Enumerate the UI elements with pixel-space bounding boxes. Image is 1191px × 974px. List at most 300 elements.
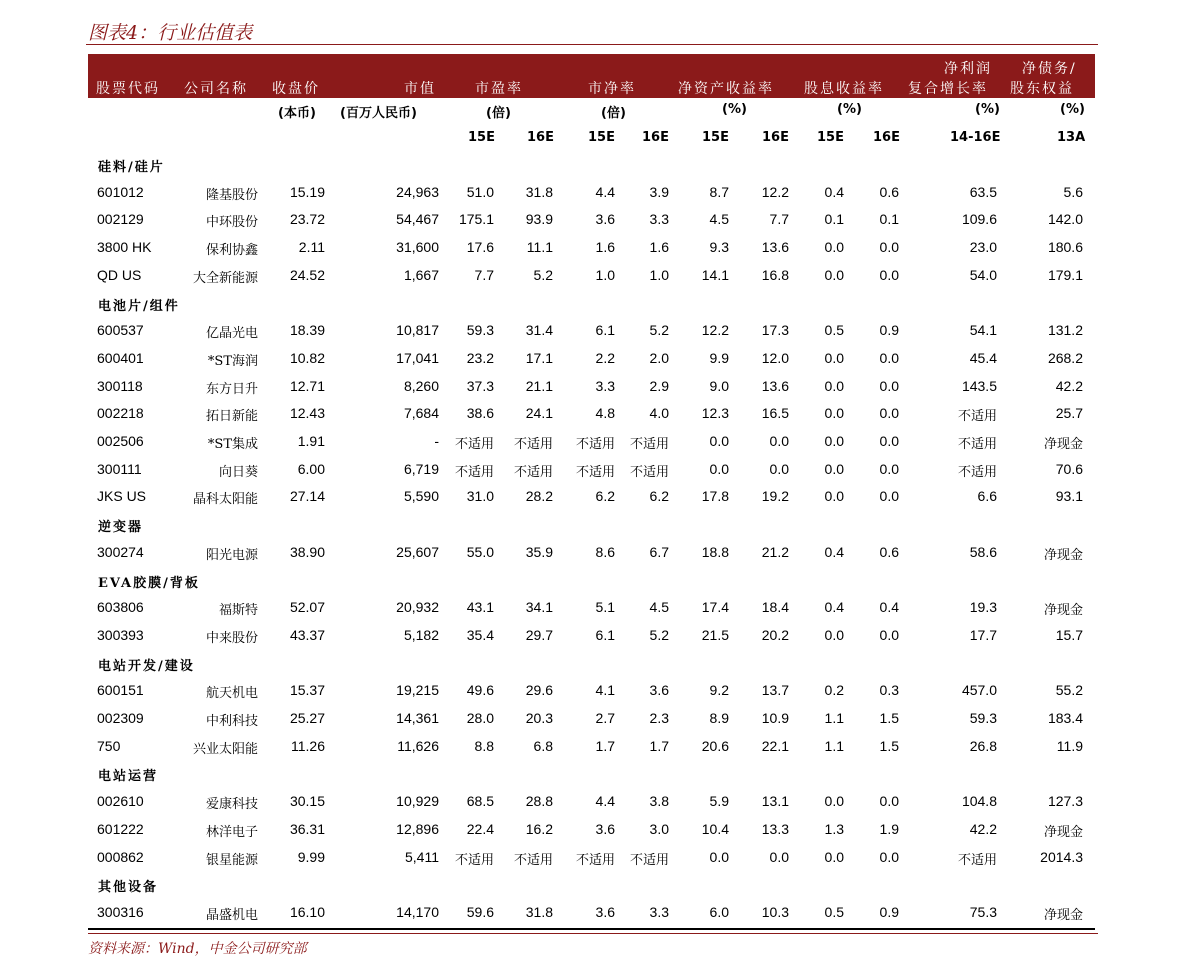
- table-row: [0, 623, 1191, 650]
- table-row: [0, 429, 1191, 456]
- header-div: 股息收益率: [804, 81, 884, 97]
- cell-roe-16e: 16.5: [761, 405, 789, 422]
- cell-roe-16e: 0.0: [769, 433, 789, 449]
- cell-cagr: 54.1: [969, 322, 997, 339]
- header-code: 股票代码: [96, 81, 160, 97]
- cell-debt: 15.7: [1055, 626, 1083, 643]
- cell-pe-15e: 55.0: [466, 543, 494, 560]
- cell-mktcap: -: [434, 433, 439, 449]
- cell-price: 15.19: [289, 183, 325, 200]
- cell-pb-16e: 2.3: [649, 710, 669, 726]
- cell-roe-16e: 19.2: [761, 488, 789, 505]
- cell-name: 银星能源: [205, 852, 258, 868]
- cell-cagr: 58.6: [969, 543, 997, 560]
- cell-div-15e: 1.1: [824, 710, 844, 726]
- cell-code: QD US: [97, 266, 142, 283]
- year-debt: 13A: [1057, 130, 1086, 145]
- cell-name: 向日葵: [218, 464, 258, 480]
- cell-price: 15.37: [289, 682, 325, 699]
- cell-code: 601222: [97, 820, 144, 837]
- cell-pe-15e: 不适用: [454, 464, 494, 480]
- cell-pe-16e: 29.6: [525, 682, 553, 699]
- cell-pe-15e: 22.4: [466, 820, 494, 837]
- section-label: 逆变器: [98, 520, 144, 536]
- header-cagr-line2: 复合增长率: [908, 81, 988, 97]
- cell-pe-15e: 不适用: [454, 852, 494, 868]
- cell-price: 36.31: [289, 820, 325, 837]
- cell-pb-15e: 4.1: [595, 682, 615, 699]
- cell-cagr: 45.4: [969, 349, 997, 366]
- cell-pe-15e: 31.0: [466, 488, 494, 505]
- cell-roe-16e: 10.9: [761, 710, 789, 726]
- cell-debt: 55.2: [1055, 682, 1083, 699]
- cell-div-16e: 0.0: [879, 848, 899, 865]
- cell-pe-16e: 11.1: [526, 239, 553, 256]
- cell-pb-16e: 4.0: [649, 405, 669, 422]
- cell-pe-16e: 不适用: [513, 852, 553, 868]
- cell-mktcap: 5,182: [403, 626, 439, 643]
- cell-div-15e: 0.0: [824, 488, 844, 505]
- cell-price: 18.39: [289, 322, 325, 339]
- cell-div-15e: 0.0: [824, 793, 844, 810]
- cell-code: 750: [97, 737, 121, 754]
- cell-pb-16e: 不适用: [629, 464, 669, 480]
- section-label: EVA胶膜/背板: [98, 575, 200, 591]
- cell-pe-15e: 37.3: [466, 377, 494, 394]
- cell-pb-16e: 3.9: [649, 183, 669, 200]
- table-row: [0, 678, 1191, 705]
- cell-div-16e: 0.0: [879, 266, 899, 283]
- cell-roe-16e: 20.2: [761, 626, 789, 643]
- header-pe: 市盈率: [475, 81, 523, 97]
- cell-div-16e: 0.6: [879, 543, 899, 560]
- unit-roe: (%): [722, 102, 747, 117]
- cell-price: 25.27: [289, 710, 325, 726]
- cell-roe-16e: 13.7: [761, 682, 789, 699]
- title-rule: [86, 44, 1098, 45]
- table-bottom-rule: [88, 928, 1095, 930]
- cell-div-15e: 0.4: [824, 543, 844, 560]
- cell-pb-15e: 1.0: [595, 266, 615, 283]
- cell-pe-16e: 5.2: [533, 266, 553, 283]
- cell-div-15e: 0.0: [824, 377, 844, 394]
- cell-pb-15e: 8.6: [595, 543, 615, 560]
- cell-code: 600151: [97, 682, 144, 699]
- cell-debt: 180.6: [1047, 239, 1083, 256]
- cell-roe-15e: 5.9: [709, 793, 729, 810]
- section-label: 电池片/组件: [98, 298, 180, 314]
- cell-roe-15e: 18.8: [701, 543, 729, 560]
- cell-pb-16e: 1.6: [649, 239, 669, 256]
- cell-roe-16e: 10.3: [761, 903, 789, 920]
- cell-cagr: 42.2: [969, 820, 997, 837]
- header-debt-line1: 净债务/: [1022, 61, 1077, 77]
- cell-div-15e: 0.0: [824, 626, 844, 643]
- section-label: 电站开发/建设: [98, 658, 195, 674]
- cell-mktcap: 6,719: [403, 460, 439, 477]
- cell-roe-16e: 0.0: [769, 848, 789, 865]
- cell-roe-16e: 13.6: [761, 239, 789, 256]
- header-name: 公司名称: [184, 81, 248, 97]
- cell-roe-15e: 14.1: [701, 266, 729, 283]
- cell-price: 16.10: [289, 903, 325, 920]
- cell-pe-16e: 20.3: [525, 710, 553, 726]
- cell-roe-15e: 17.8: [701, 488, 729, 505]
- table-row: [0, 817, 1191, 844]
- section-row: [0, 761, 1191, 788]
- cell-code: 002218: [97, 405, 144, 422]
- cell-pe-16e: 34.1: [525, 599, 553, 616]
- cell-price: 27.14: [289, 488, 325, 505]
- cell-cagr: 457.0: [961, 682, 997, 699]
- cell-name: *ST集成: [207, 437, 258, 452]
- cell-div-15e: 0.0: [824, 266, 844, 283]
- section-row: [0, 651, 1191, 678]
- unit-debt: (%): [1060, 102, 1085, 117]
- cell-pe-16e: 93.9: [525, 211, 553, 228]
- cell-div-15e: 0.0: [824, 460, 844, 477]
- cell-roe-15e: 6.0: [709, 903, 729, 920]
- cell-roe-16e: 0.0: [769, 460, 789, 477]
- cell-mktcap: 10,817: [396, 322, 439, 339]
- cell-pe-15e: 7.7: [474, 266, 494, 283]
- cell-cagr: 不适用: [957, 409, 997, 425]
- cell-roe-15e: 9.0: [709, 377, 729, 394]
- cell-roe-16e: 18.4: [761, 599, 789, 616]
- cell-mktcap: 14,170: [396, 903, 439, 920]
- cell-roe-15e: 9.3: [709, 239, 729, 256]
- cell-pb-16e: 不适用: [629, 852, 669, 868]
- cell-div-15e: 0.4: [824, 183, 844, 200]
- cell-cagr: 19.3: [969, 599, 997, 616]
- cell-price: 6.00: [297, 460, 325, 477]
- cell-div-16e: 0.4: [879, 599, 899, 616]
- cell-div-16e: 0.0: [879, 239, 899, 256]
- table-row: [0, 540, 1191, 567]
- section-row: [0, 291, 1191, 318]
- cell-mktcap: 10,929: [396, 793, 439, 810]
- cell-pb-15e: 6.1: [595, 322, 615, 339]
- cell-roe-15e: 17.4: [701, 599, 729, 616]
- cell-mktcap: 1,667: [403, 266, 439, 283]
- cell-mktcap: 17,041: [396, 349, 439, 366]
- cell-pe-15e: 不适用: [454, 437, 494, 452]
- cell-div-15e: 0.0: [824, 239, 844, 256]
- cell-pe-15e: 49.6: [466, 682, 494, 699]
- cell-pb-15e: 4.8: [595, 405, 615, 422]
- cell-debt: 70.6: [1055, 460, 1083, 477]
- cell-roe-16e: 21.2: [761, 543, 789, 560]
- cell-mktcap: 25,607: [396, 543, 439, 560]
- cell-div-16e: 0.0: [879, 405, 899, 422]
- section-label: 硅料/硅片: [98, 160, 165, 175]
- unit-mktcap: (百万人民币): [340, 106, 417, 121]
- cell-div-16e: 0.0: [879, 793, 899, 810]
- cell-div-16e: 0.0: [879, 488, 899, 505]
- cell-div-15e: 0.0: [824, 405, 844, 422]
- cell-name: 爱康科技: [205, 797, 258, 813]
- year-cagr: 14-16E: [950, 130, 1001, 145]
- year-roe-15e: 15E: [702, 130, 729, 145]
- cell-div-15e: 0.5: [824, 903, 844, 920]
- cell-pb-15e: 3.6: [595, 820, 615, 837]
- year-pb-15e: 15E: [588, 130, 615, 145]
- cell-roe-15e: 0.0: [709, 460, 729, 477]
- table-row: [0, 484, 1191, 511]
- cell-div-16e: 0.9: [879, 903, 899, 920]
- cell-roe-15e: 21.5: [701, 626, 729, 643]
- cell-code: 000862: [97, 848, 144, 865]
- unit-pb: (倍): [601, 106, 626, 121]
- cell-code: 300111: [97, 460, 142, 477]
- cell-debt: 268.2: [1047, 349, 1083, 366]
- cell-pe-15e: 51.0: [466, 183, 494, 200]
- cell-name: 晶盛机电: [205, 907, 258, 923]
- cell-pe-16e: 28.8: [525, 793, 553, 810]
- cell-div-16e: 1.5: [879, 710, 899, 726]
- cell-pe-16e: 不适用: [513, 437, 553, 452]
- cell-mktcap: 11,626: [397, 737, 439, 754]
- cell-div-15e: 0.1: [824, 211, 844, 228]
- table-row: [0, 235, 1191, 262]
- cell-pe-16e: 24.1: [525, 405, 553, 422]
- cell-pe-15e: 17.6: [466, 239, 494, 256]
- cell-mktcap: 20,932: [396, 599, 439, 616]
- cell-mktcap: 5,590: [403, 488, 439, 505]
- cell-debt: 2014.3: [1040, 848, 1083, 865]
- cell-name: 大全新能源: [192, 270, 258, 286]
- header-roe: 净资产收益率: [678, 81, 774, 97]
- cell-pb-15e: 6.1: [595, 626, 615, 643]
- cell-roe-15e: 12.2: [701, 322, 729, 339]
- cell-div-15e: 1.3: [824, 820, 844, 837]
- table-row: [0, 207, 1191, 234]
- cell-debt: 净现金: [1043, 824, 1083, 840]
- cell-pe-16e: 29.7: [525, 626, 553, 643]
- cell-pb-16e: 6.2: [649, 488, 669, 505]
- cell-cagr: 23.0: [969, 239, 997, 256]
- cell-pb-16e: 3.8: [649, 793, 669, 810]
- cell-div-16e: 1.5: [879, 737, 899, 754]
- cell-cagr: 6.6: [977, 488, 997, 505]
- year-div-16e: 16E: [873, 130, 900, 145]
- cell-roe-16e: 13.3: [761, 820, 789, 837]
- cell-pb-16e: 不适用: [629, 437, 669, 452]
- cell-pb-15e: 3.3: [595, 377, 615, 394]
- cell-roe-15e: 8.7: [709, 183, 729, 200]
- cell-mktcap: 8,260: [403, 377, 439, 394]
- cell-debt: 93.1: [1055, 488, 1083, 505]
- cell-code: 3800 HK: [97, 239, 152, 256]
- section-row: [0, 512, 1191, 539]
- cell-price: 24.52: [289, 266, 325, 283]
- cell-pb-16e: 6.7: [649, 543, 669, 560]
- cell-pe-15e: 35.4: [466, 626, 494, 643]
- cell-roe-16e: 12.0: [761, 349, 789, 366]
- cell-code: JKS US: [97, 488, 147, 505]
- year-roe-16e: 16E: [762, 130, 789, 145]
- table-row: [0, 263, 1191, 290]
- cell-roe-16e: 16.8: [761, 266, 789, 283]
- cell-name: 保利协鑫: [205, 243, 258, 259]
- cell-pb-15e: 3.6: [595, 903, 615, 920]
- cell-roe-15e: 12.3: [701, 405, 729, 422]
- cell-pb-16e: 2.9: [649, 377, 669, 394]
- cell-debt: 11.9: [1056, 737, 1083, 754]
- section-row: [0, 568, 1191, 595]
- cell-pe-15e: 68.5: [466, 793, 494, 810]
- cell-mktcap: 12,896: [396, 820, 439, 837]
- cell-div-16e: 0.0: [879, 377, 899, 394]
- cell-code: 600401: [97, 349, 144, 366]
- cell-roe-16e: 13.6: [761, 377, 789, 394]
- cell-code: 600537: [97, 322, 144, 339]
- cell-name: *ST海润: [207, 353, 258, 369]
- cell-pb-16e: 4.5: [649, 599, 669, 616]
- header-debt-line2: 股东权益: [1010, 81, 1074, 97]
- cell-roe-16e: 12.2: [761, 183, 789, 200]
- cell-price: 1.91: [297, 433, 325, 449]
- cell-div-15e: 0.0: [824, 433, 844, 449]
- cell-name: 航天机电: [205, 686, 258, 702]
- cell-pb-16e: 1.0: [649, 266, 669, 283]
- year-div-15e: 15E: [817, 130, 844, 145]
- figure-title: 图表4：行业估值表: [88, 22, 253, 44]
- cell-name: 拓日新能: [205, 409, 258, 425]
- cell-div-15e: 0.2: [824, 682, 844, 699]
- cell-roe-16e: 17.3: [761, 322, 789, 339]
- cell-pb-15e: 不适用: [575, 464, 615, 480]
- cell-cagr: 不适用: [957, 464, 997, 480]
- year-pe-15e: 15E: [468, 130, 495, 145]
- cell-div-16e: 0.0: [879, 460, 899, 477]
- cell-roe-15e: 9.9: [709, 349, 729, 366]
- cell-pe-15e: 28.0: [466, 710, 494, 726]
- cell-pe-16e: 16.2: [525, 820, 553, 837]
- cell-cagr: 不适用: [957, 852, 997, 868]
- cell-cagr: 143.5: [961, 377, 997, 394]
- cell-roe-15e: 8.9: [709, 710, 729, 726]
- cell-pe-16e: 6.8: [533, 737, 553, 754]
- cell-name: 中来股份: [205, 630, 258, 646]
- cell-pe-15e: 43.1: [466, 599, 494, 616]
- cell-pe-15e: 175.1: [458, 211, 494, 228]
- cell-pb-15e: 5.1: [595, 599, 615, 616]
- cell-name: 林洋电子: [205, 824, 258, 840]
- cell-roe-15e: 10.4: [701, 820, 729, 837]
- cell-code: 002129: [97, 211, 144, 228]
- table-row: [0, 374, 1191, 401]
- header-cagr-line1: 净利润: [944, 61, 992, 77]
- cell-div-16e: 0.0: [879, 349, 899, 366]
- cell-pb-16e: 5.2: [649, 626, 669, 643]
- cell-pb-16e: 1.7: [649, 737, 669, 754]
- cell-roe-15e: 4.5: [709, 211, 729, 228]
- cell-div-16e: 0.9: [879, 322, 899, 339]
- cell-debt: 142.0: [1047, 211, 1083, 228]
- cell-mktcap: 14,361: [396, 710, 439, 726]
- cell-debt: 净现金: [1043, 437, 1083, 452]
- cell-mktcap: 5,411: [405, 848, 439, 865]
- cell-code: 002309: [97, 710, 144, 726]
- cell-debt: 183.4: [1047, 710, 1083, 726]
- table-row: [0, 457, 1191, 484]
- table-row: [0, 346, 1191, 373]
- cell-price: 11.26: [291, 737, 325, 754]
- cell-roe-15e: 0.0: [709, 433, 729, 449]
- cell-mktcap: 7,684: [403, 405, 439, 422]
- cell-debt: 131.2: [1047, 322, 1083, 339]
- cell-code: 002610: [97, 793, 144, 810]
- cell-cagr: 104.8: [961, 793, 997, 810]
- cell-debt: 127.3: [1047, 793, 1083, 810]
- cell-name: 亿晶光电: [205, 326, 258, 342]
- cell-mktcap: 24,963: [396, 183, 439, 200]
- cell-mktcap: 31,600: [396, 239, 439, 256]
- cell-code: 300393: [97, 626, 144, 643]
- cell-price: 38.90: [289, 543, 325, 560]
- cell-div-16e: 0.1: [879, 211, 899, 228]
- cell-roe-15e: 0.0: [709, 848, 729, 865]
- cell-pe-16e: 31.8: [525, 183, 553, 200]
- cell-price: 30.15: [289, 793, 325, 810]
- cell-name: 兴业太阳能: [192, 741, 258, 757]
- table-row: [0, 789, 1191, 816]
- cell-cagr: 109.6: [961, 211, 997, 228]
- cell-div-16e: 0.3: [879, 682, 899, 699]
- cell-pe-15e: 59.3: [466, 322, 494, 339]
- cell-debt: 179.1: [1047, 266, 1083, 283]
- cell-pb-15e: 4.4: [595, 793, 615, 810]
- header-pb: 市净率: [588, 81, 636, 97]
- header-price: 收盘价: [272, 81, 320, 97]
- cell-pe-16e: 不适用: [513, 464, 553, 480]
- cell-name: 中环股份: [205, 215, 258, 231]
- cell-pe-16e: 31.8: [525, 903, 553, 920]
- cell-div-16e: 0.0: [879, 626, 899, 643]
- cell-code: 002506: [97, 433, 144, 449]
- cell-pb-16e: 2.0: [649, 349, 669, 366]
- table-row: [0, 706, 1191, 733]
- cell-pe-16e: 31.4: [525, 322, 553, 339]
- cell-price: 52.07: [289, 599, 325, 616]
- cell-price: 12.43: [289, 405, 325, 422]
- cell-roe-15e: 9.2: [709, 682, 729, 699]
- cell-cagr: 63.5: [969, 183, 997, 200]
- table-row: [0, 900, 1191, 927]
- cell-name: 中利科技: [205, 714, 258, 729]
- cell-code: 300118: [97, 377, 143, 394]
- table-row: [0, 318, 1191, 345]
- cell-pb-15e: 2.7: [595, 710, 615, 726]
- cell-roe-16e: 7.7: [769, 211, 789, 228]
- cell-cagr: 26.8: [969, 737, 997, 754]
- cell-debt: 净现金: [1043, 547, 1083, 563]
- cell-pe-15e: 23.2: [466, 349, 494, 366]
- cell-mktcap: 54,467: [396, 211, 439, 228]
- table-row: [0, 401, 1191, 428]
- cell-cagr: 不适用: [957, 437, 997, 452]
- table-row: [0, 180, 1191, 207]
- cell-pb-16e: 3.0: [649, 820, 669, 837]
- cell-roe-16e: 22.1: [761, 737, 789, 754]
- cell-div-16e: 0.6: [879, 183, 899, 200]
- header-mktcap: 市值: [404, 81, 436, 97]
- cell-div-15e: 0.0: [824, 349, 844, 366]
- cell-code: 601012: [97, 183, 144, 200]
- cell-roe-15e: 20.6: [701, 737, 729, 754]
- cell-pe-16e: 28.2: [525, 488, 553, 505]
